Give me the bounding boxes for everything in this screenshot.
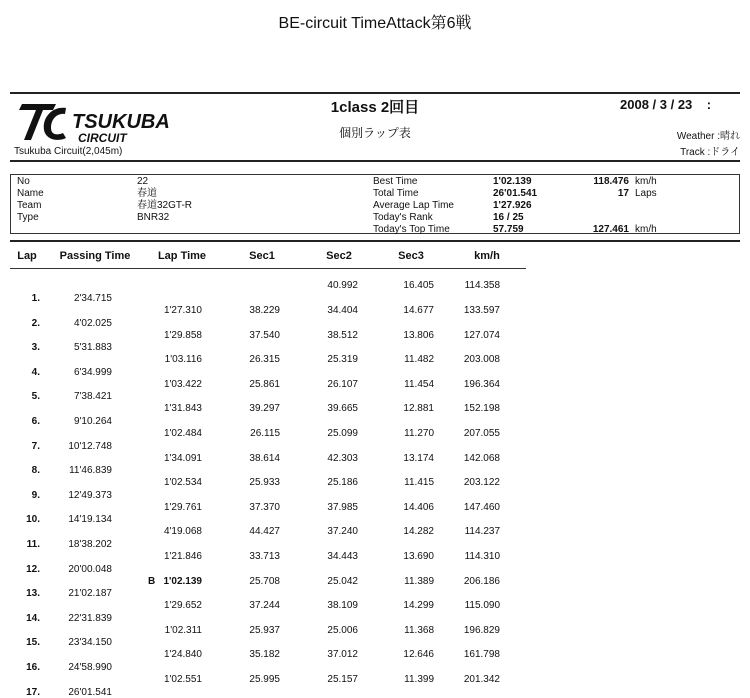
sec3: 11.454 <box>404 378 434 390</box>
sec3: 11.399 <box>404 674 434 685</box>
driver-label-type: Type <box>17 212 39 223</box>
lap-number: 5. <box>31 391 40 403</box>
sec3: 11.482 <box>404 354 434 366</box>
sec1: 38.614 <box>249 452 280 464</box>
logo-word-circuit: CIRCUIT <box>78 131 127 145</box>
col-header-kmh: km/h <box>474 250 500 262</box>
speed-kmh: 203.008 <box>463 354 500 366</box>
sec3: 11.270 <box>404 428 434 439</box>
speed-kmh: 161.798 <box>463 649 500 661</box>
col-header-passing-time: Passing Time <box>59 250 131 262</box>
sec1: 39.297 <box>249 403 280 415</box>
first-sec3: 16.405 <box>403 280 434 291</box>
passing-time: 5'31.883 <box>73 342 112 354</box>
sec3: 11.368 <box>404 624 434 636</box>
speed-kmh: 152.198 <box>463 403 500 415</box>
speed-kmh: 201.342 <box>463 674 500 685</box>
lap-time: 1'02.534 <box>163 477 202 489</box>
stat-label-rank: Today's Rank <box>373 212 433 223</box>
sec2: 25.186 <box>327 477 358 489</box>
col-header-sec3: Sec3 <box>398 250 424 262</box>
speed-kmh: 196.829 <box>463 624 500 636</box>
best-lap-marker: B <box>148 575 156 587</box>
passing-time: 2'34.715 <box>73 293 112 304</box>
lap-time: 1'29.858 <box>163 329 202 341</box>
lap-time: 1'27.310 <box>163 305 202 316</box>
sec2: 38.109 <box>327 600 358 612</box>
sec2: 25.042 <box>327 575 358 587</box>
sec1: 25.861 <box>249 378 280 390</box>
sec2: 25.006 <box>327 624 358 636</box>
best-speed-unit: km/h <box>635 176 657 187</box>
speed-kmh: 203.122 <box>463 477 500 489</box>
report-subtitle: 個別ラップ表 <box>339 126 411 140</box>
weather-row <box>677 127 740 142</box>
sec3: 11.415 <box>404 477 434 489</box>
lap-time: 1'03.422 <box>163 378 202 390</box>
rank-value: 16 / 25 <box>493 212 524 223</box>
sec1: 44.427 <box>249 526 280 538</box>
header-divider <box>10 92 740 94</box>
lap-number: 15. <box>26 637 40 649</box>
col-header-sec1: Sec1 <box>249 250 275 262</box>
sec2: 38.512 <box>327 329 358 341</box>
best-time-value: 1'02.139 <box>493 176 532 187</box>
stat-label-top-time: Today's Top Time <box>373 224 450 235</box>
passing-time: 4'02.025 <box>73 317 112 329</box>
passing-time: 7'38.421 <box>73 391 112 403</box>
top-speed-value: 127.461 <box>592 224 629 235</box>
best-speed-value: 118.476 <box>593 176 629 187</box>
speed-kmh: 147.460 <box>463 501 500 513</box>
lap-number: 8. <box>31 465 40 477</box>
sec3: 14.282 <box>403 526 434 538</box>
lap-number: 6. <box>31 416 40 427</box>
lap-number: 4. <box>31 366 40 378</box>
sec3: 13.174 <box>403 452 434 464</box>
driver-team: 春道32GT-R <box>137 200 193 211</box>
passing-time: 18'38.202 <box>68 539 112 550</box>
sec1: 25.933 <box>249 477 280 489</box>
class-title: 1class 2回目 <box>330 99 420 116</box>
laps-unit: Laps <box>635 188 657 199</box>
lap-time: 4'19.068 <box>163 526 202 538</box>
lap-number: 12. <box>26 563 40 575</box>
stat-label-average-lap: Average Lap Time <box>373 200 454 211</box>
header-underline <box>10 268 526 269</box>
passing-time: 6'34.999 <box>73 366 112 378</box>
col-header-lap-time: Lap Time <box>157 250 207 262</box>
sec2: 39.665 <box>327 403 358 415</box>
sec2: 34.404 <box>327 305 358 316</box>
top-speed-unit: km/h <box>635 224 657 235</box>
driver-number: 22 <box>137 176 149 187</box>
average-lap-value: 1'27.926 <box>493 200 532 211</box>
lap-number: 9. <box>31 489 40 501</box>
lap-time: 1'29.652 <box>163 600 202 612</box>
lap-number: 3. <box>31 342 40 354</box>
passing-time: 10'12.748 <box>68 440 112 452</box>
lap-time: 1'29.761 <box>163 501 202 513</box>
lap-time: 1'02.484 <box>163 428 202 439</box>
passing-time: 21'02.187 <box>68 588 112 600</box>
logo-word-tsukuba: TSUKUBA <box>72 111 170 133</box>
lap-number: 16. <box>26 662 40 673</box>
circuit-name: Tsukuba Circuit(2,045m) <box>14 146 123 157</box>
lap-number: 13. <box>26 588 40 600</box>
passing-time: 20'00.048 <box>68 563 112 575</box>
speed-kmh: 196.364 <box>463 378 500 390</box>
stat-label-best-time: Best Time <box>373 176 418 187</box>
sec2: 37.012 <box>327 649 358 661</box>
speed-kmh: 142.068 <box>463 452 500 464</box>
passing-time: 23'34.150 <box>68 637 112 649</box>
top-time-value: 57.759 <box>493 224 524 235</box>
lap-time: 1'02.139 <box>163 575 202 587</box>
section-divider <box>10 160 740 162</box>
lap-time: 1'03.116 <box>164 354 202 366</box>
lap-number: 7. <box>31 440 40 452</box>
report-date <box>620 97 711 112</box>
laps-count: 17 <box>617 188 629 199</box>
passing-time: 26'01.541 <box>68 686 112 698</box>
sec2: 42.303 <box>327 452 358 464</box>
sec3: 14.406 <box>403 501 434 513</box>
sec2: 34.443 <box>327 551 358 562</box>
document-title: BE-circuit TimeAttack第6戦 <box>278 15 472 32</box>
driver-name: 春道 <box>137 188 157 199</box>
col-header-sec2: Sec2 <box>326 250 352 262</box>
sec3: 12.646 <box>403 649 434 661</box>
sec1: 33.713 <box>249 551 280 562</box>
track-label: Track : <box>680 147 711 158</box>
sec2: 26.107 <box>327 378 358 390</box>
sec3: 14.299 <box>403 600 434 612</box>
speed-kmh: 114.237 <box>464 526 500 538</box>
speed-kmh: 133.597 <box>463 305 500 316</box>
passing-time: 11'46.839 <box>69 465 112 477</box>
lap-time: 1'02.551 <box>163 674 202 685</box>
speed-kmh: 115.090 <box>464 600 500 612</box>
sec3: 14.677 <box>403 305 434 316</box>
sec1: 25.937 <box>249 624 280 636</box>
lap-time: 1'31.843 <box>163 403 202 415</box>
speed-kmh: 206.186 <box>463 575 500 587</box>
car-type: BNR32 <box>137 212 170 223</box>
sec3: 12.881 <box>403 403 434 415</box>
track-value: ドライ <box>710 147 740 158</box>
sec1: 35.182 <box>249 649 280 661</box>
sec1: 37.244 <box>249 600 280 612</box>
date-colon: : <box>706 97 712 112</box>
speed-kmh: 207.055 <box>463 428 500 439</box>
lap-number: 17. <box>26 686 40 698</box>
sec2: 25.099 <box>327 428 358 439</box>
lap-time: 1'34.091 <box>163 452 202 464</box>
sec2: 37.240 <box>327 526 358 538</box>
lap-number: 2. <box>31 317 40 329</box>
sec2: 25.157 <box>327 674 358 685</box>
driver-label-name: Name <box>17 188 44 199</box>
driver-label-no: No <box>17 176 30 187</box>
sec1: 26.315 <box>249 354 280 366</box>
sec1: 25.995 <box>249 674 280 685</box>
table-top-rule <box>10 240 740 242</box>
sec3: 13.806 <box>403 329 434 341</box>
date-value: 2008 / 3 / 23 <box>620 97 693 112</box>
sec1: 37.370 <box>249 501 280 513</box>
passing-time: 12'49.373 <box>68 489 112 501</box>
lap-number: 11. <box>26 539 40 550</box>
passing-time: 14'19.134 <box>68 514 112 526</box>
weather-label: Weather : <box>676 131 720 142</box>
track-row <box>680 143 740 158</box>
sec1: 37.540 <box>249 329 280 341</box>
passing-time: 22'31.839 <box>68 612 112 624</box>
sec3: 11.389 <box>404 575 434 587</box>
weather-value: 晴れ <box>720 131 740 142</box>
total-time-value: 26'01.541 <box>493 188 538 199</box>
lap-number: 14. <box>26 612 40 624</box>
first-sec2: 40.992 <box>327 280 358 291</box>
sec1: 38.229 <box>249 305 280 316</box>
lap-time: 1'24.840 <box>163 649 202 661</box>
stat-label-total-time: Total Time <box>373 188 419 199</box>
lap-time: 1'02.311 <box>164 624 202 636</box>
driver-info-box <box>10 174 740 234</box>
first-kmh: 114.358 <box>464 280 500 291</box>
sec2: 25.319 <box>327 354 358 366</box>
passing-time: 9'10.264 <box>73 416 112 427</box>
col-header-lap: Lap <box>17 250 37 262</box>
lap-number: 10. <box>26 514 40 526</box>
driver-label-team: Team <box>17 200 42 211</box>
sec1: 26.115 <box>250 428 280 439</box>
lap-number: 1. <box>31 293 40 304</box>
sec1: 25.708 <box>249 575 280 587</box>
lap-time: 1'21.846 <box>163 551 202 562</box>
passing-time: 24'58.990 <box>68 662 112 673</box>
speed-kmh: 114.310 <box>464 551 500 562</box>
speed-kmh: 127.074 <box>463 329 500 341</box>
sec2: 37.985 <box>327 501 358 513</box>
sec3: 13.690 <box>403 551 434 562</box>
